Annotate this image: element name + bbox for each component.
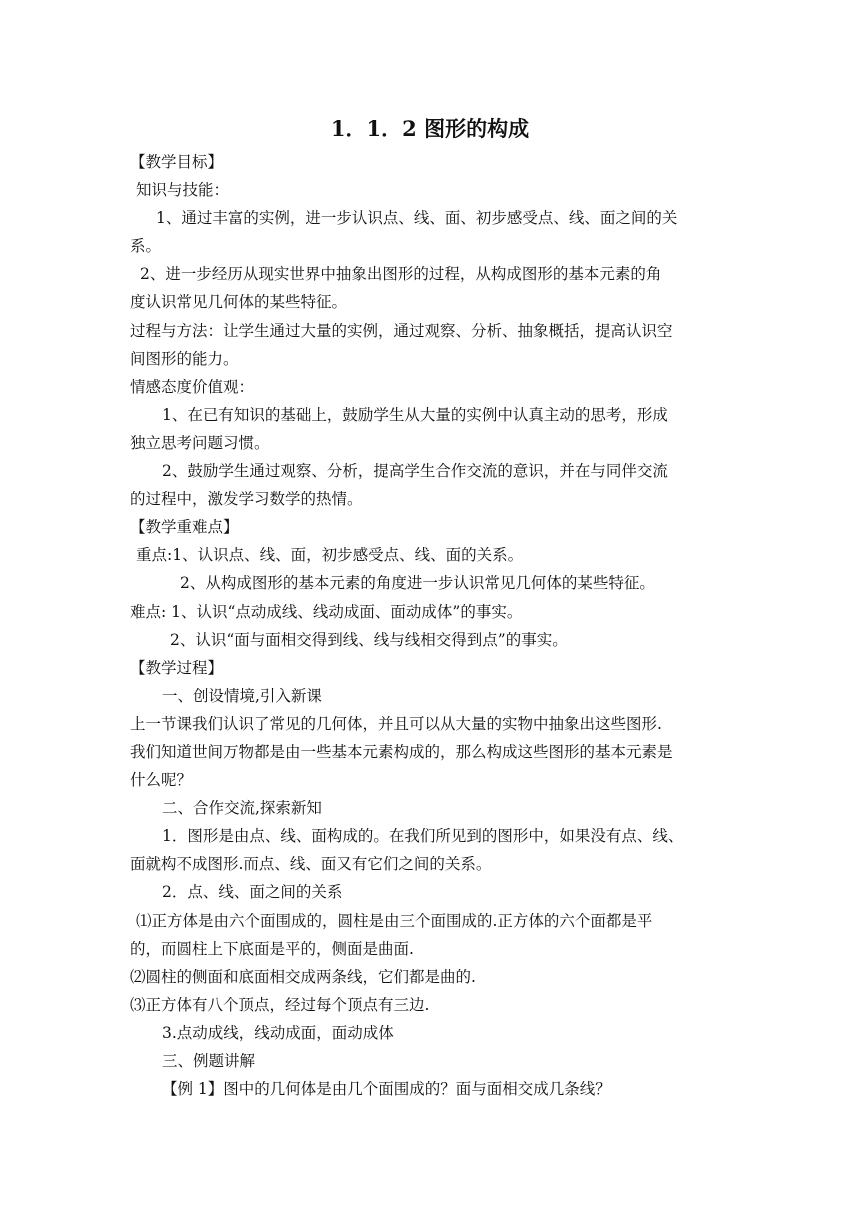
subheading-attitudes: 情感态度价值观： xyxy=(130,377,255,396)
paragraph-line: 什么呢？ xyxy=(130,771,193,790)
lesson-title: 1．1．2 图形的构成 xyxy=(330,116,530,141)
paragraph-line: 难点: 1、认识“点动成线、线动成面、面动成体”的事实。 xyxy=(130,602,523,621)
subheading-knowledge-skills: 知识与技能： xyxy=(136,181,230,200)
section-heading-objectives: 【教学目标】 xyxy=(130,153,224,171)
step-heading: 二、合作交流,探索新知 xyxy=(162,799,322,818)
paragraph-line: 过程与方法：让学生通过大量的实例，通过观察、分析、抽象概括，提高认识空 xyxy=(130,321,673,340)
section-heading-key-points: 【教学重难点】 xyxy=(130,518,239,537)
paragraph-line: 系。 xyxy=(130,237,162,256)
paragraph-line: 重点:1、认识点、线、面，初步感受点、线、面的关系。 xyxy=(136,546,524,565)
section-heading-process: 【教学过程】 xyxy=(130,658,224,677)
paragraph-line: ⑴正方体是由六个面围成的，圆柱是由三个面围成的.正方体的六个面都是平 xyxy=(136,911,653,930)
paragraph-line: 度认识常见几何体的某些特征。 xyxy=(130,293,348,312)
paragraph-line: ⑶正方体有八个顶点，经过每个顶点有三边. xyxy=(130,995,430,1014)
paragraph-line: 3.点动成线，线动成面，面动成体 xyxy=(162,1023,394,1042)
example-question: 【例 1】图中的几何体是由几个面围成的？面与面相交成几条线？ xyxy=(162,1080,611,1099)
step-heading: 一、创设情境,引入新课 xyxy=(162,686,322,705)
paragraph-line: 1、在已有知识的基础上，鼓励学生从大量的实例中认真主动的思考，形成 xyxy=(162,405,668,424)
paragraph-line: 独立思考问题习惯。 xyxy=(130,433,270,452)
paragraph-line: 我们知道世间万物都是由一些基本元素构成的，那么构成这些图形的基本元素是 xyxy=(130,742,673,761)
paragraph-line: 的，而圆柱上下底面是平的，侧面是曲面. xyxy=(130,939,414,958)
paragraph-line: ⑵圆柱的侧面和底面相交成两条线，它们都是曲的. xyxy=(130,967,476,986)
paragraph-line: 2、进一步经历从现实世界中抽象出图形的过程，从构成图形的基本元素的角 xyxy=(140,265,662,284)
step-heading: 三、例题讲解 xyxy=(162,1052,256,1070)
paragraph-line: 面就构不成图形.而点、线、面又有它们之间的关系。 xyxy=(130,855,492,874)
paragraph-line: 2、认识“面与面相交得到线、线与线相交得到点”的事实。 xyxy=(170,630,568,649)
paragraph-line: 2．点、线、面之间的关系 xyxy=(162,883,343,902)
paragraph-line: 1．图形是由点、线、面构成的。在我们所见到的图形中，如果没有点、线、 xyxy=(162,827,684,846)
paragraph-line: 1、通过丰富的实例，进一步认识点、线、面、初步感受点、线、面之间的关 xyxy=(156,209,678,228)
paragraph-line: 的过程中，激发学习数学的热情。 xyxy=(130,490,363,509)
paragraph-line: 2、从构成图形的基本元素的角度进一步认识常见几何体的某些特征。 xyxy=(180,574,655,593)
paragraph-line: 2、鼓励学生通过观察、分析，提高学生合作交流的意识，并在与同伴交流 xyxy=(162,462,668,481)
paragraph-line: 间图形的能力。 xyxy=(130,349,239,368)
lesson-body xyxy=(130,148,735,1103)
paragraph-line: 上一节课我们认识了常见的几何体，并且可以从大量的实物中抽象出这些图形. xyxy=(130,714,662,733)
